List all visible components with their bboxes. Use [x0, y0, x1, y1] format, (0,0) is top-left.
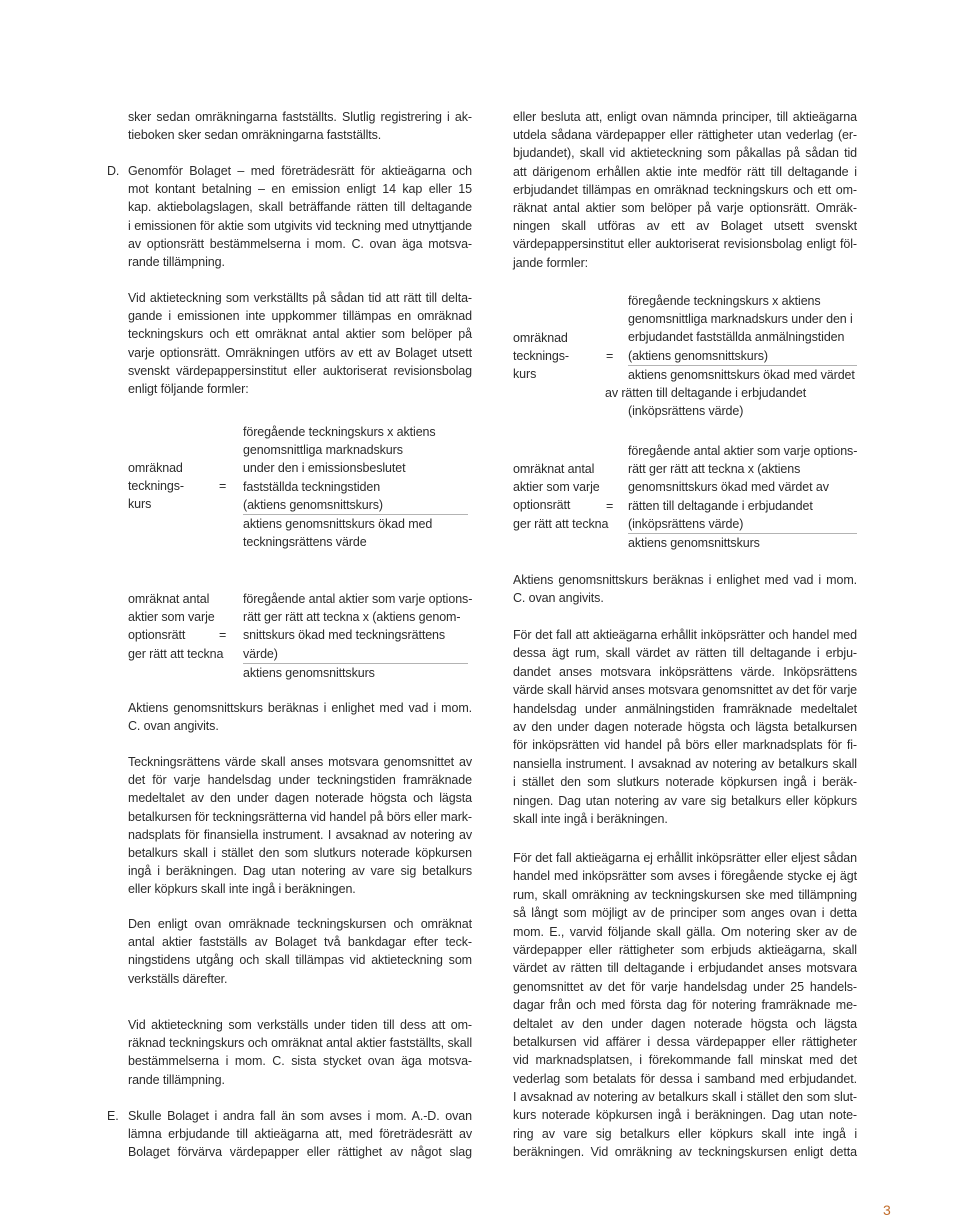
text-line: medeltalet av den under dagen noterade högsta och lägsta — [128, 791, 472, 806]
text-line: Teckningsrättens värde skall anses motsvara genomsnittet av — [128, 755, 472, 769]
text-line: Vid aktieteckning som verkställts på sådan tid att rätt till delta- — [128, 291, 472, 305]
denominator-line: aktiens genomsnittskurs — [243, 666, 375, 680]
text-line: handelsdag under anmälningstiden framräknade medeltalet — [513, 701, 857, 716]
text-line: värdepapper eller rättigheter som erbjuds aktieägarna, skall — [513, 942, 857, 957]
paragraph-section-d — [128, 162, 472, 271]
formula-label-line: omräknad — [513, 331, 568, 345]
text-line: Aktiens genomsnittskurs beräknas i enlighet med vad i mom. — [128, 701, 472, 715]
text-line: dessa ägt rum, skall värdet av rätten till deltagande i erbju- — [513, 646, 857, 661]
paragraph-subscription-right-value — [128, 753, 472, 899]
text-line: För det fall att aktieägarna erhållit inköpsrätter och handel med — [513, 628, 857, 642]
text-line: dagar från och med första dag för notering framräknade me- — [513, 998, 857, 1013]
text-line: antal aktier fastställs av Bolaget två bankdagar efter teck- — [128, 935, 472, 950]
text-line: tieboken sker sedan omräkningarna fastställts. — [128, 128, 382, 143]
numerator-line: föregående teckningskurs x aktiens — [243, 425, 436, 439]
text-line: vid marknadsplatsen, i förekommande fall minskat med det — [513, 1053, 857, 1068]
paragraph-section-e — [128, 1107, 472, 1162]
equals-sign: = — [219, 628, 227, 642]
paragraph-late-subscription — [128, 289, 472, 398]
formula-numerator — [628, 292, 857, 365]
equals-sign: = — [606, 499, 614, 513]
text-line: betalkursen för teckningsrätterna vid handel på börs eller mark- — [128, 809, 472, 824]
text-line: i stället den som slutkurs noterade köpkursen ingå i beräk- — [513, 775, 857, 790]
numerator-line: föregående antal aktier som varje options- — [243, 592, 473, 606]
formula-numerator — [243, 590, 473, 663]
formula-denominator — [243, 514, 468, 551]
text-line: varje optionsrätt. Omräkningen utförs av ett av Bolaget utsett — [128, 345, 472, 360]
text-line: rande tillämpning. — [128, 1072, 225, 1087]
text-line: beräkningen. Vid omräkning av teckningskursen enligt detta — [513, 1145, 857, 1160]
formula-label-line: tecknings- — [513, 349, 569, 364]
paragraph-offer-continuation — [513, 108, 857, 272]
text-line: mot kontant betalning – en emission enligt 14 kap eller 15 — [128, 182, 472, 197]
text-line: av den under dagen noterade högsta och lägsta betalkursen — [513, 719, 857, 734]
formula-denominator — [628, 533, 857, 552]
formula-label-line: aktier som varje — [128, 610, 215, 625]
text-line: värdepappersinstitut eller auktoriserat revisionsbolag enligt föl- — [513, 237, 857, 252]
numerator-line: (aktiens genomsnittskurs) — [243, 497, 383, 512]
denominator-line: aktiens genomsnittskurs ökad med värdet — [628, 368, 855, 382]
numerator-line: rätt ger rätt att teckna x (aktiens — [628, 462, 801, 477]
text-line: C. ovan angivits. — [513, 591, 604, 606]
paragraph-purchase-rights-traded — [513, 626, 857, 828]
text-line: nadsplats för finansiella instrument. I avsaknad av notering av — [128, 827, 472, 842]
numerator-line: genomsnittskurs ökad med värdet av — [628, 480, 829, 495]
text-line: kap. aktiebolagslagen, skall beträffande rätten till deltagande — [128, 200, 472, 215]
text-line: sker sedan omräkningarna fastställts. Slutlig registrering i ak- — [128, 110, 472, 124]
text-line: deltalet av den under dagen noterade högsta och lägsta — [513, 1016, 857, 1031]
text-line: ningen skall utföras av ett av Bolaget utsett svenskt — [513, 219, 857, 234]
formula-label-line: ger rätt att teckna — [128, 646, 224, 661]
formula-denominator — [243, 663, 468, 682]
text-line: Genomför Bolaget – med företrädesrätt för aktieägarna och — [128, 164, 472, 178]
formula-label-line: kurs — [128, 497, 152, 512]
text-line: Vid aktieteckning som verkställs under tiden till dess att om- — [128, 1018, 472, 1032]
text-line: verkställs därefter. — [128, 971, 228, 986]
text-line: Skulle Bolaget i andra fall än som avses i mom. A.-D. ovan — [128, 1109, 472, 1123]
text-line: C. ovan angivits. — [128, 719, 219, 734]
equals-sign: = — [606, 349, 614, 363]
text-line: rum, skall omräkning av teckningskursen ske med tillämpning — [513, 887, 857, 902]
text-line: enligt följande formler: — [128, 381, 249, 396]
text-line: räknat antal aktier som belöper på varje optionsrätt. Omräk- — [513, 200, 857, 215]
section-e-marker: E. — [107, 1109, 119, 1123]
formula-label-line: tecknings- — [128, 479, 184, 494]
text-line: genomsnittet av det för varje handelsdag under 25 handels- — [513, 979, 857, 994]
denominator-line: (inköpsrättens värde) — [628, 404, 744, 419]
text-line: ingå i beräkningen. Dag utan notering av vare sig betalkurs — [128, 864, 472, 879]
numerator-line: genomsnittliga marknadskurs under den i — [628, 312, 853, 327]
paragraph-intro — [128, 108, 472, 144]
numerator-line: snittskurs ökad med teckningsrättens — [243, 628, 446, 643]
numerator-line: rätten till deltagande i erbjudandet — [628, 498, 813, 513]
text-line: vederlag som betalats för dessa i samband med erbjudandet. — [513, 1071, 857, 1086]
paragraph-average-price-note — [513, 571, 857, 607]
text-line: lämna erbjudande till aktieägarna att, med företrädesrätt av — [128, 1127, 472, 1142]
text-line: det för varje handelsdag under teckningstiden framräknade — [128, 773, 472, 788]
text-line: dandet anses motsvara inköpsrättens värde. Inköpsrättens — [513, 664, 857, 679]
text-line: kurs noterade köpkursen ingå i beräkningen. Dag utan note- — [513, 1108, 857, 1123]
text-line: skall inte ingå i beräkningen. — [513, 811, 668, 826]
numerator-line: erbjudandet fastställda anmälningstiden — [628, 330, 845, 345]
numerator-line: genomsnittliga marknadskurs — [243, 443, 403, 458]
text-line: värdet av rätten till deltagande i erbjudandet anses motsvara — [513, 961, 857, 976]
text-line: bjudandet), skall vid aktieteckning som påkallas på sådan tid — [513, 146, 857, 161]
text-line: att därigenom erhållen aktie inte medför rätt till deltagande i — [513, 164, 857, 179]
text-line: i emissionen för aktie som utgivits vid teckning med utnyttjande — [128, 218, 472, 233]
text-line: jande formler: — [513, 255, 589, 270]
text-line: Den enligt ovan omräknade teckningskursen och omräknat — [128, 917, 472, 931]
text-line: av optionsrätt bestämmelserna i mom. C. ovan äga motsva- — [128, 236, 472, 251]
text-line: svenskt värdepappersinstitut eller auktoriserat revisionsbolag — [128, 363, 472, 378]
text-line: ningen. Dag utan notering av vare sig betalkurs eller köpkurs — [513, 793, 857, 808]
page-number: 3 — [883, 1202, 891, 1218]
section-d-marker: D. — [107, 164, 120, 178]
text-line: gande i emissionen inte uppkommer tillämpas en omräknad — [128, 309, 472, 324]
formula-label-line: aktier som varje — [513, 480, 600, 495]
numerator-line: rätt ger rätt att teckna x (aktiens genom- — [243, 610, 461, 625]
paragraph-purchase-rights-not-traded — [513, 849, 857, 1162]
text-line: erbjudandet tillämpas en omräknad teckningskurs och ett om- — [513, 182, 857, 197]
text-line: För det fall aktieägarna ej erhållit inköpsrätter eller eljest sådan — [513, 851, 857, 865]
numerator-line: under den i emissionsbeslutet — [243, 461, 406, 476]
paragraph-determination — [128, 915, 472, 988]
numerator-line: värde) — [243, 646, 278, 661]
text-line: bestämmelserna i mom. C. sista stycket ovan äga motsva- — [128, 1054, 472, 1069]
text-line: mom. E., varvid följande skall gälla. Om notering sker av de — [513, 924, 857, 939]
numerator-line: fastställda teckningstiden — [243, 479, 381, 494]
text-line: utdela sådana värdepapper eller rättigheter utan vederlag (er- — [513, 128, 857, 143]
denominator-line: teckningsrättens värde — [243, 535, 367, 550]
formula-label-line: optionsrätt — [128, 628, 186, 643]
text-line: ring av vare sig betalkurs eller köpkurs skall inte ingå i — [513, 1126, 857, 1141]
text-line: för inköpsrätten vid handel på börs eller marknadsplats för fi- — [513, 738, 857, 753]
numerator-line: föregående antal aktier som varje options- — [628, 444, 858, 458]
text-line: värde skall härvid anses motsvara genomsnittet av det för varje — [513, 683, 857, 698]
text-line: I avsaknad av notering av betalkurs skall i stället den som slut- — [513, 1090, 857, 1105]
text-line: så långt som möjligt av de principer som anges ovan i detta — [513, 906, 857, 921]
formula-label-line: omräknat antal — [513, 462, 595, 476]
denominator-line: aktiens genomsnittskurs ökad med — [243, 517, 433, 531]
text-line: räknad teckningskurs och omräknat antal aktier fastställts, skall — [128, 1036, 472, 1051]
text-line: Bolaget förvärva värdepapper eller rättighet av något slag — [128, 1145, 472, 1160]
formula-label-line: omräknat antal — [128, 592, 210, 606]
denominator-line: aktiens genomsnittskurs — [628, 536, 760, 550]
formula-label-line: optionsrätt — [513, 498, 571, 513]
paragraph-average-price-note — [128, 699, 472, 735]
paragraph-interim-subscription — [128, 1016, 472, 1089]
numerator-line: (inköpsrättens värde) — [628, 516, 744, 531]
text-line: betalkurs skall i stället den som slutkurs noterade köpkursen — [128, 845, 472, 860]
text-line: rande tillämpning. — [128, 254, 225, 269]
text-line: Aktiens genomsnittskurs beräknas i enlighet med vad i mom. — [513, 573, 857, 587]
formula-label-line: kurs — [513, 367, 537, 382]
text-line: eller besluta att, enligt ovan nämnda principer, till aktieägarna — [513, 110, 857, 124]
formula-numerator — [628, 442, 857, 533]
text-line: nansiella instrument. I avsaknad av notering av betalkurs skall — [513, 756, 857, 771]
numerator-line: föregående teckningskurs x aktiens — [628, 294, 821, 308]
formula-denominator — [605, 365, 857, 421]
text-line: ningstidens utgång och skall tillämpas vid aktieteckning som — [128, 953, 472, 968]
formula-label-line: ger rätt att teckna — [513, 516, 609, 531]
text-line: handel med inköpsrätter som avses i föregående stycke ej ägt — [513, 869, 857, 884]
formula-label-line: omräknad — [128, 461, 183, 475]
text-line: betalkursen vid affärer i dessa värdepapper eller rättigheter — [513, 1034, 857, 1049]
formula-numerator — [243, 423, 468, 514]
text-line: teckningskurs och ett omräknat antal aktier som belöper på — [128, 327, 472, 342]
numerator-line: (aktiens genomsnittskurs) — [628, 348, 768, 363]
equals-sign: = — [219, 479, 227, 493]
denominator-line: av rätten till deltagande i erbjudandet — [605, 386, 807, 401]
text-line: eller köpkurs skall inte ingå i beräkningen. — [128, 882, 356, 897]
